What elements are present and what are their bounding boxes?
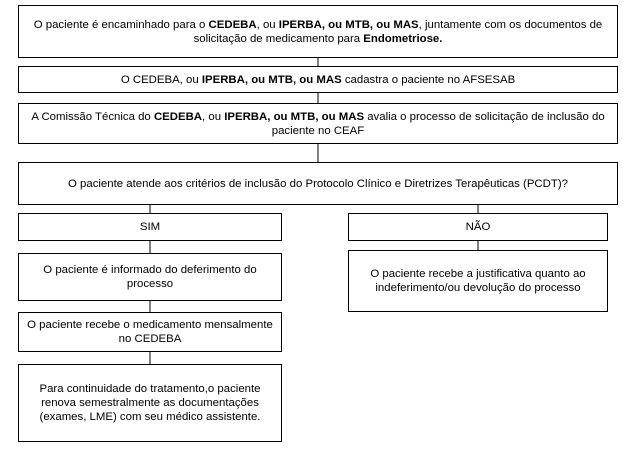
yes-step-medication-box <box>18 312 282 352</box>
no-label-box <box>348 213 608 241</box>
yes-label: SIM <box>139 221 161 233</box>
decision-question-box <box>18 162 618 205</box>
yes-step-medication-text: O paciente recebe o medicamento mensalmente no CEDEBA <box>27 319 273 345</box>
step-referral-box <box>18 5 618 58</box>
no-step-justification-text: O paciente recebe a justificativa quanto ao indeferimento/ou devolução do processo <box>370 268 586 294</box>
yes-step-informed-text: O paciente é informado do deferimento do processo <box>43 264 257 290</box>
yes-step-renewal-box <box>18 364 282 442</box>
step-registration-text: O CEDEBA, ou IPERBA, ou MTB, ou MAS cadastra o paciente no AFSESAB <box>120 73 516 86</box>
decision-question-text: O paciente atende aos critérios de inclusão do Protocolo Clínico e Diretrizes Terapêuticas (PCDT)? <box>68 177 568 190</box>
step-referral-text: O paciente é encaminhado para o CEDEBA, ou IPERBA, ou MTB, ou MAS, juntamente com os documentos de solicitação de medicamento para Endometriose. <box>33 18 603 45</box>
yes-step-renewal-text: Para continuidade do tratamento,o paciente renova semestralmente as documentações (exames, LME) com seu médico assistente. <box>39 383 261 423</box>
yes-label-box <box>18 213 282 241</box>
yes-step-informed-box <box>18 253 282 301</box>
no-label: NÃO <box>465 221 491 233</box>
step-evaluation-text: A Comissão Técnica do CEDEBA, ou IPERBA, ou MTB, ou MAS avalia o processo de solicitação de inclusão do paciente no CEAF <box>31 110 605 137</box>
step-evaluation-box <box>18 103 618 144</box>
no-step-justification-box <box>348 250 608 312</box>
step-registration-box <box>18 66 618 93</box>
